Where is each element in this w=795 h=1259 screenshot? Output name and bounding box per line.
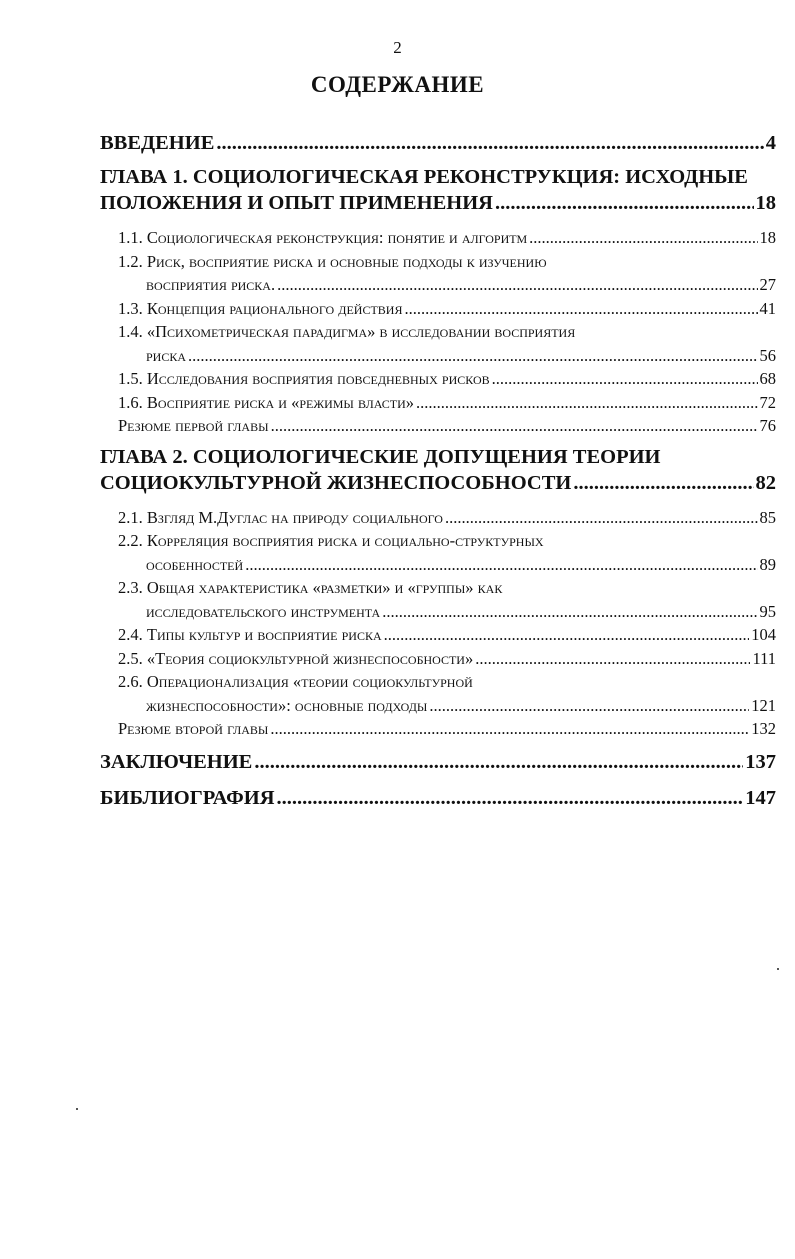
toc-entry-section-2-6[interactable]: 2.6. Операционализация «теории социокультурной жизнеспособности»: основные подходы ..... 121	[118, 670, 776, 717]
chapter-2-block	[100, 444, 776, 741]
toc-entry-section-1-1[interactable]: 1.1. Социологическая реконструкция: понятие и алгоритм ..... 18	[118, 226, 776, 250]
dot-leader	[271, 414, 758, 438]
toc-entry-chapter-2[interactable]	[100, 444, 776, 496]
toc-entry-label: ЗАКЛЮЧЕНИЕ	[100, 750, 253, 773]
table-of-contents	[100, 130, 776, 811]
toc-entry-section-1-6[interactable]: 1.6. Восприятие риска и «режимы власти» ..... 72	[118, 391, 776, 415]
toc-entry-bibliography[interactable]	[100, 785, 776, 811]
chapter-title-line1: ГЛАВА 1. СОЦИОЛОГИЧЕСКАЯ РЕКОНСТРУКЦИЯ: ИСХОДНЫЕ	[100, 166, 748, 188]
toc-entry-section-2-5[interactable]: 2.5. «Теория социокультурной жизнеспособности» ..... 111	[118, 647, 776, 671]
toc-entry-section-1-3[interactable]: 1.3. Концепция рационального действия ..... 41	[118, 297, 776, 321]
toc-entry-page: 18	[755, 192, 776, 214]
toc-entry-page: 82	[755, 471, 776, 494]
toc-entry-label: БИБЛИОГРАФИЯ	[100, 786, 275, 809]
section-list	[100, 506, 776, 741]
toc-entry-label: ВВЕДЕНИЕ	[100, 132, 215, 154]
page-number: 2	[393, 38, 402, 57]
dot-leader	[416, 391, 757, 415]
dot-leader	[573, 470, 753, 496]
section-list	[100, 226, 776, 438]
toc-entry-section-1-5[interactable]: 1.5. Исследования восприятия повседневных рисков ..... 68	[118, 367, 776, 391]
dot-leader	[277, 273, 757, 297]
toc-entry-page: 147	[745, 786, 776, 809]
dot-leader	[216, 130, 763, 156]
toc-entry-introduction[interactable]	[100, 130, 776, 156]
dot-leader	[404, 297, 757, 321]
dot-leader	[445, 506, 758, 530]
chapter-title-line2: СОЦИОКУЛЬТУРНОЙ ЖИЗНЕСПОСОБНОСТИ	[100, 471, 572, 494]
toc-entry-section-2-2[interactable]: 2.2. Корреляция восприятия риска и социально-структурных особенностей ..... 89	[118, 529, 776, 576]
chapter-title-line1: ГЛАВА 2. СОЦИОЛОГИЧЕСКИЕ ДОПУЩЕНИЯ ТЕОРИИ	[100, 445, 661, 468]
toc-entry-chapter-1[interactable]	[100, 164, 776, 216]
dot-leader	[254, 749, 743, 775]
chapter-1-block	[100, 164, 776, 438]
toc-entry-section-2-1[interactable]: 2.1. Взгляд М.Дуглас на природу социального ..... 85	[118, 506, 776, 530]
toc-entry-chapter-2-summary[interactable]: Резюме второй главы ..... 132	[118, 717, 776, 741]
toc-entry-section-1-4[interactable]: 1.4. «Психометрическая парадигма» в исследовании восприятия риска ..... 56	[118, 320, 776, 367]
chapter-title-line2: ПОЛОЖЕНИЯ И ОПЫТ ПРИМЕНЕНИЯ	[100, 192, 493, 214]
toc-entry-chapter-1-summary[interactable]: Резюме первой главы ..... 76	[118, 414, 776, 438]
scan-speck	[76, 1108, 78, 1110]
page-title: СОДЕРЖАНИЕ	[310, 72, 485, 97]
dot-leader	[492, 367, 758, 391]
dot-leader	[429, 694, 749, 718]
dot-leader	[495, 190, 754, 216]
dot-leader	[475, 647, 750, 671]
dot-leader	[270, 717, 749, 741]
dot-leader	[382, 600, 757, 624]
dot-leader	[188, 344, 757, 368]
dot-leader	[277, 785, 744, 811]
dot-leader	[245, 553, 757, 577]
scan-speck	[777, 968, 779, 970]
toc-entry-section-2-4[interactable]: 2.4. Типы культур и восприятие риска ..... 104	[118, 623, 776, 647]
toc-entry-page: 4	[765, 132, 776, 154]
dot-leader	[384, 623, 750, 647]
dot-leader	[529, 226, 757, 250]
toc-entry-section-2-3[interactable]: 2.3. Общая характеристика «разметки» и «группы» как исследовательского инструмента ..... 95	[118, 576, 776, 623]
toc-entry-conclusion[interactable]	[100, 749, 776, 775]
toc-entry-section-1-2[interactable]: 1.2. Риск, восприятие риска и основные подходы к изучению восприятия риска. ..... 27	[118, 250, 776, 297]
toc-entry-page: 137	[745, 750, 776, 773]
